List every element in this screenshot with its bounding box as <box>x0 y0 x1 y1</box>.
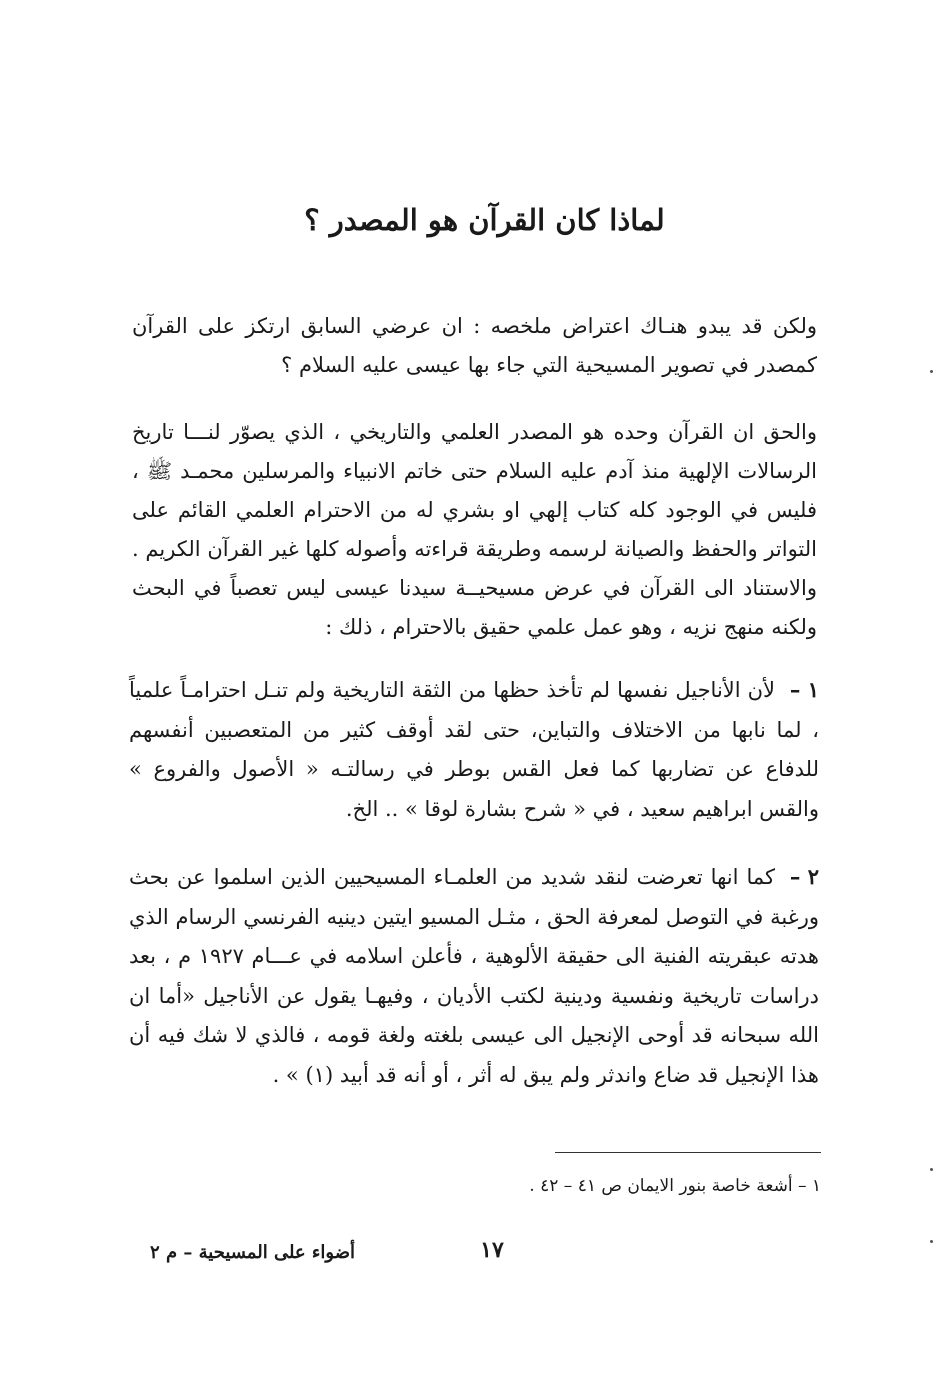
list-number: ١ – <box>789 677 819 702</box>
list-item-gospels-credibility <box>129 670 819 829</box>
footnote-divider <box>555 1152 821 1153</box>
list-text: كما انها تعرضت لنقد شديد من العلمـاء المسيحيين الذين اسلموا عن بحث ورغبة في التوصل لمعرفة الحق ، مثـل المسيو ايتين دينيه الفرنسي الرسام الذي هدته عبقريته الفنية الى حقيقة الألوهية ، فأعلن اسلامه في عـــام ١٩٢٧ م ، بعد دراسات تاريخية ونفسية ودينية لكتب الأديان ، وفيهـا يقول عن الأناجيل «أما ان الله سبحانه قد أوحى الإنجيل الى عيسى بلغته ولغة قومه ، فالذي لا شك فيه أن هذا الإنجيل قد ضاع واندثر ولم يبق له أثر ، أو أنه قد أبيد (١) » . <box>129 865 819 1087</box>
list-text: لأن الأناجيل نفسها لم تأخذ حظها من الثقة التاريخية ولم تنـل احترامـاً علمياً ، لما نابها من الاختلاف والتباين، حتى لقد أوقف كثير من المتعصبين أنفسهم للدفاع عن تضاربها كما فعل القس بوطر في رسالتـه « الأصول والفروع » والقس ابراهيم سعيد ، في « شرح بشارة لوقا » .. الخ. <box>129 678 819 821</box>
list-item-scholars-critique <box>129 857 819 1095</box>
scan-edge-mark <box>930 1168 933 1171</box>
running-footer: أضواء على المسيحية – م ٢ <box>150 1242 355 1263</box>
footnote: ١ – أشعة خاصة بنور الايمان ص ٤١ – ٤٢ . <box>529 1176 821 1196</box>
list-number: ٢ – <box>789 864 819 889</box>
page-number: ١٧ <box>480 1237 504 1263</box>
scan-edge-mark <box>930 370 933 373</box>
paragraph-objection: ولكن قد يبدو هنـاك اعتراض ملخصه : ان عرضي السابق ارتكز على القرآن كمصدر في تصوير المسيحية التي جاء بها عيسى عليه السلام ؟ <box>132 314 817 377</box>
chapter-title: لماذا كان القرآن هو المصدر ؟ <box>304 203 665 237</box>
paragraph-answer: والحق ان القرآن وحده هو المصدر العلمي والتاريخي ، الذي يصوّر لنـــا تاريخ الرسالات الإلهية منذ آدم عليه السلام حتى خاتم الانبياء والمرسلين محمـد ﷺ ، فليس في الوجود كله كتاب إلهي او بشري له من الاحترام العلمي القائم على التواتر والحفظ والصيانة لرسمه وطريقة قراءته وأصوله كلها غير القرآن الكريم . والاستناد الى القرآن في عرض مسيحيــة سيدنا عيسى ليس تعصباً في البحث ولكنه منهج نزيه ، وهو عمل علمي حقيق بالاحترام ، ذلك : <box>132 420 817 639</box>
scan-edge-mark <box>930 1240 933 1243</box>
